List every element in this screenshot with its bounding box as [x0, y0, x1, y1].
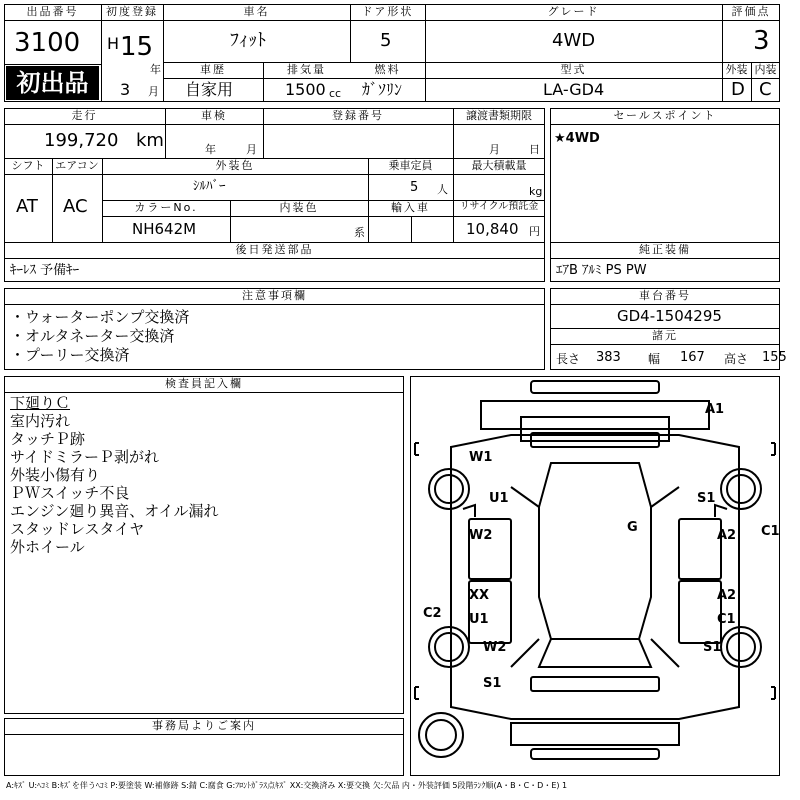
color-no-header: カラーNo. [134, 201, 198, 214]
lot-number: 3100 [14, 28, 81, 58]
first-reg-year: 15 [120, 32, 154, 62]
inspector-line-1: 下廻りＣ [10, 394, 71, 412]
first-reg-year-unit: 年 [150, 63, 161, 76]
chassis-value: GD4-1504295 [617, 307, 722, 325]
doors-header: ドア形状 [361, 5, 414, 18]
fuel-header: 燃料 [374, 63, 401, 76]
inspector-line-2: 室内汚れ [10, 412, 71, 430]
fuel-value: ｶﾞｿﾘﾝ [362, 80, 403, 99]
diagram-label-u1-bot: U1 [469, 612, 489, 627]
diagram-label-xx: XX [469, 588, 490, 603]
inspection-month-unit: 月 [246, 143, 257, 156]
transfer-header: 譲渡書類期限 [466, 109, 532, 122]
inspector-line-7: エンジン廻り異音、オイル漏れ [10, 502, 219, 520]
first-reg-era: H [107, 34, 120, 53]
note-item-3: ・プーリー交換済 [10, 346, 130, 364]
mileage-value: 199,720 [44, 130, 119, 151]
inspector-line-9: 外ホイール [10, 538, 85, 556]
later-parts-header: 後日発送部品 [235, 243, 314, 256]
score-value: 3 [753, 26, 770, 56]
recycle-value: 10,840 [466, 220, 519, 238]
reg-no-header: 登録番号 [332, 109, 384, 122]
diagram-label-w2-top: W2 [469, 528, 493, 543]
color-no-value: NH642M [132, 220, 197, 238]
equipment-value: ｴｱB ｱﾙﾐ PS PW [556, 263, 647, 278]
capacity-unit: 人 [437, 183, 448, 196]
car-name-value: ﾌｨｯﾄ [230, 30, 266, 51]
equipment-header: 純正装備 [639, 243, 691, 256]
recycle-header: リサイクル預託金 [459, 201, 539, 212]
int-color-header: 内装色 [279, 201, 319, 214]
grade-header: グレード [547, 5, 600, 18]
grade-value: 4WD [552, 30, 596, 51]
diagram-label-w1: W1 [469, 450, 493, 465]
mileage-header: 走行 [71, 109, 98, 122]
diagram-label-a2-bot: A2 [717, 588, 737, 603]
diagram-label-c1-right: C1 [761, 524, 780, 539]
score-header: 評価点 [731, 5, 771, 18]
diagram-label-s1-bot: S1 [483, 676, 502, 691]
later-parts-value: ｷｰﾚｽ 予備ｷｰ [10, 263, 80, 278]
displacement-header: 排気量 [287, 63, 326, 76]
inspection-year-unit: 年 [205, 143, 216, 156]
displacement-unit: cc [329, 87, 342, 100]
inspector-line-8: スタッドレスタイヤ [10, 520, 145, 538]
diagram-label-c2: C2 [423, 606, 442, 621]
diagram-label-w2-bot: W2 [483, 640, 507, 655]
max-load-header: 最大積載量 [471, 159, 527, 172]
aircon-header: エアコン [55, 159, 99, 172]
shift-header: シフト [11, 159, 45, 172]
ext-score-value: D [731, 79, 745, 100]
dims-header: 諸元 [652, 329, 678, 342]
car-name-header: 車名 [243, 5, 270, 18]
office-header: 事務局よりご案内 [152, 719, 256, 732]
sales-point-header: セールスポイント [613, 109, 717, 122]
car-diagram [410, 376, 780, 776]
diagram-label-c1-bot: C1 [717, 612, 736, 627]
height-label: 高さ [724, 352, 749, 366]
diagram-label-a1: A1 [705, 402, 725, 417]
first-reg-month: 3 [120, 80, 131, 99]
note-item-2: ・オルタネーター交換済 [10, 327, 175, 345]
inspector-line-6: ＰＷスイッチ不良 [10, 484, 130, 502]
diagram-label-s1-right: S1 [703, 640, 722, 655]
doors-value: 5 [380, 30, 392, 51]
note-item-1: ・ウォーターポンプ交換済 [10, 308, 190, 326]
inspector-line-5: 外装小傷有り [10, 466, 101, 484]
car-diagram-drawing [411, 377, 779, 775]
first-listing-badge: 初出品 [6, 66, 99, 100]
inspector-line-3: タッチＰ跡 [10, 430, 86, 448]
displacement-value: 1500 [285, 80, 326, 99]
int-score-value: C [759, 79, 772, 100]
shift-value: AT [16, 196, 38, 217]
import-header: 輸入車 [391, 201, 430, 214]
recycle-unit: 円 [529, 225, 540, 238]
diagram-label-g: G [627, 520, 638, 535]
legend-text: A:ｷｽﾞ U:ﾍｺﾐ B:ｷｽﾞを伴うﾍｺﾐ P:要塗装 W:補修跡 S:錆 C:腐食 G:ﾌﾛﾝﾄｶﾞﾗｽ点ｷｽﾞ XX:交換済み X:要交換 欠:欠品 内・外装評価 5段階ﾗﾝｸ順(A・B・C・D・E) 1 [6, 781, 568, 790]
history-header: 車歴 [200, 63, 226, 76]
ext-color-value: ｼﾙﾊﾞｰ [193, 179, 226, 194]
first-reg-header: 初度登録 [106, 5, 158, 18]
int-score-header: 内装 [754, 63, 777, 76]
int-color-suffix: 系 [354, 226, 365, 239]
ext-score-header: 外装 [725, 63, 748, 76]
mileage-unit: km [136, 130, 164, 151]
inspection-header: 車検 [201, 109, 227, 122]
history-value: 自家用 [185, 80, 234, 99]
height-value: 155 [762, 350, 787, 365]
diagram-label-s1-top: S1 [697, 491, 716, 506]
max-load-unit: kg [529, 185, 543, 198]
model-value: LA-GD4 [543, 80, 605, 99]
capacity-header: 乗車定員 [388, 159, 433, 172]
inspector-header: 検査員記入欄 [165, 377, 243, 390]
transfer-month-unit: 月 [489, 143, 500, 156]
model-header: 型式 [560, 63, 587, 76]
transfer-day-unit: 日 [529, 143, 540, 156]
chassis-header: 車台番号 [639, 289, 691, 302]
notes-header: 注意事項欄 [242, 289, 307, 302]
ext-color-header: 外装色 [215, 159, 255, 172]
aircon-value: AC [63, 196, 88, 217]
width-value: 167 [680, 350, 705, 365]
length-label: 長さ [556, 352, 581, 366]
diagram-label-u1-top: U1 [489, 491, 509, 506]
diagram-label-a2-top: A2 [717, 528, 737, 543]
length-value: 383 [596, 350, 621, 365]
width-label: 幅 [648, 352, 661, 366]
lot-header: 出品番号 [26, 5, 79, 18]
capacity-value: 5 [410, 180, 419, 195]
first-reg-month-unit: 月 [148, 85, 159, 98]
inspector-line-4: サイドミラーＰ剥がれ [10, 448, 159, 466]
sales-point-value: ★4WD [554, 131, 600, 146]
